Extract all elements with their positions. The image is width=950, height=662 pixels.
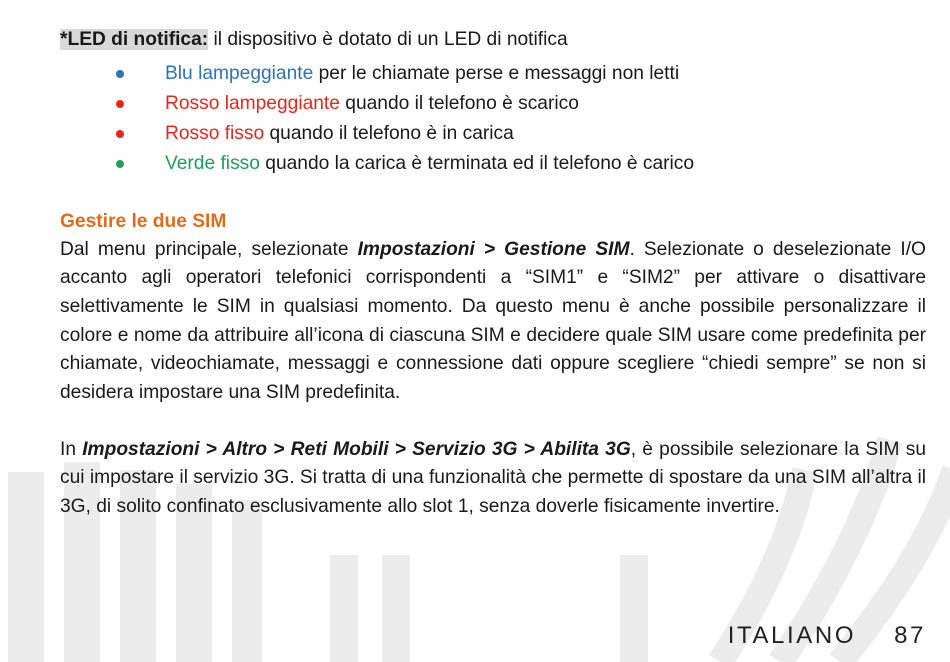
paragraph-text: , è possibile selezionare la SIM su cui impostare il servizio 3G. Si tratta di una funzionalità che permette di spostare da una SIM all’altra il 3G, di solito confinato esclusivamente allo slot 1, senza doverle fisicamente invertire. (60, 438, 926, 518)
led-color-text: Rosso fisso (165, 123, 265, 145)
led-description: quando la carica è terminata ed il telefono è carico (259, 153, 695, 175)
paragraph-text: Dal menu principale, selezionate (60, 238, 358, 260)
led-color-text: Blu lampeggiante (165, 62, 314, 84)
list-item (60, 89, 926, 119)
led-list (60, 59, 926, 180)
section-heading: Gestire le due SIM (60, 210, 227, 232)
footer-language: ITALIANO (727, 622, 857, 649)
sim-paragraph-2 (60, 436, 926, 522)
led-label: *LED di notifica: (60, 29, 209, 50)
led-description: quando il telefono è scarico (339, 92, 579, 114)
menu-path: Impostazioni > Gestione SIM (357, 238, 630, 260)
page-content (60, 26, 926, 522)
list-item (60, 149, 926, 179)
led-color-text: Verde fisso (165, 153, 260, 175)
bullet-dot-icon (116, 70, 124, 78)
page-number: 87 (894, 622, 926, 649)
led-intro-text: il dispositivo è dotato di un LED di notifica (208, 29, 568, 50)
menu-path: Impostazioni > Altro > Reti Mobili > Servizio 3G > Abilita 3G (82, 438, 631, 460)
paragraph-text: . Selezionate o deselezionate I/O accanto agli operatori telefonici corrispondenti a “SIM1” e “SIM2” per attivare o disattivare selettivamente le SIM in qualsiasi momento. Da questo menu è anche possibile personalizzare il colore e nome da attribuire all’icona di ciascuna SIM e decidere quale SIM usare come predefinita per chiamate, videochiamate, messaggi e connessione dati oppure scegliere “chiedi sempre” se non si desidera impostare una SIM predefinita. (60, 238, 926, 404)
led-color-text: Rosso lampeggiante (165, 92, 340, 114)
bullet-dot-icon (116, 160, 124, 168)
led-description: per le chiamate perse e messaggi non letti (313, 62, 680, 84)
bullet-dot-icon (116, 130, 124, 138)
list-item (60, 59, 926, 89)
led-description: quando il telefono è in carica (264, 123, 514, 145)
page-footer (728, 622, 926, 650)
list-item (60, 119, 926, 149)
bullet-dot-icon (116, 100, 124, 108)
sim-paragraph-1 (60, 236, 926, 408)
paragraph-text: In (60, 438, 83, 460)
led-intro (60, 26, 926, 55)
